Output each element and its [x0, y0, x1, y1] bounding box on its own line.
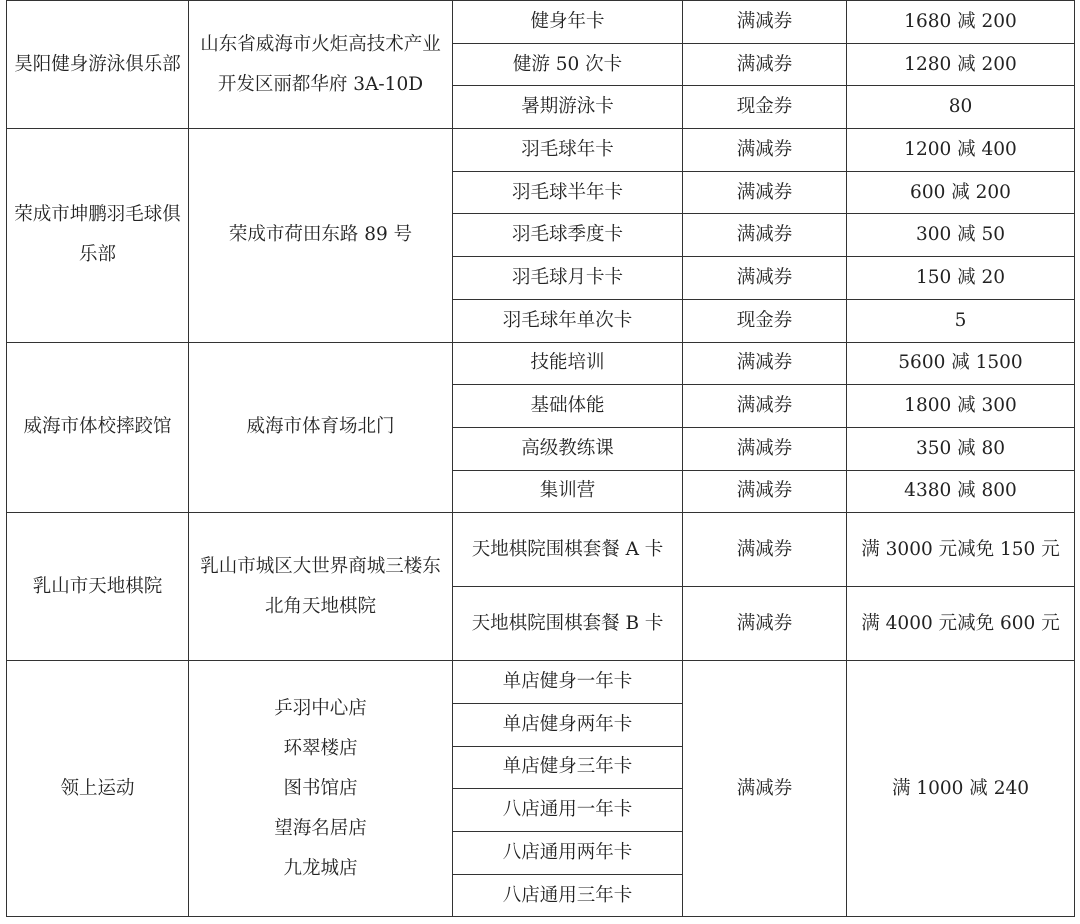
coupon-table: [6, 0, 1075, 917]
product-cell: 天地棋院围棋套餐 B 卡: [453, 587, 683, 661]
club-address-cell: [189, 342, 453, 513]
coupon-amount-cell: 5: [847, 299, 1075, 342]
coupon-type-cell: 满减券: [683, 43, 847, 86]
coupon-amount-cell: 600 减 200: [847, 171, 1075, 214]
coupon-type-cell: 满减券: [683, 171, 847, 214]
product-cell: 单店健身三年卡: [453, 746, 683, 789]
store-name: 九龙城店: [283, 857, 358, 879]
product-cell: 羽毛球月卡卡: [453, 257, 683, 300]
club-address: 荣成市荷田东路 89 号: [228, 224, 413, 246]
coupon-type-cell: 满减券: [683, 129, 847, 172]
coupon-type-cell: 满减券: [683, 661, 847, 917]
table-row: [7, 342, 1075, 385]
product-cell: 暑期游泳卡: [453, 86, 683, 129]
coupon-type-cell: 满减券: [683, 257, 847, 300]
club-name: 威海市体校摔跤馆: [23, 416, 172, 438]
coupon-amount-cell: 80: [847, 86, 1075, 129]
club-address: 山东省威海市火炬高技术产业开发区丽都华府 3A-10D: [200, 33, 441, 95]
club-address: 威海市体育场北门: [246, 416, 395, 438]
club-address-cell: [189, 513, 453, 661]
coupon-type-cell: 满减券: [683, 385, 847, 428]
coupon-amount-cell: 1200 减 400: [847, 129, 1075, 172]
coupon-type-cell: 现金券: [683, 86, 847, 129]
store-name: 图书馆店: [283, 777, 358, 799]
product-cell: 技能培训: [453, 342, 683, 385]
club-stores-cell: [189, 661, 453, 917]
coupon-amount-cell: 1680 减 200: [847, 1, 1075, 44]
product-cell: 羽毛球年单次卡: [453, 299, 683, 342]
coupon-amount-cell: 5600 减 1500: [847, 342, 1075, 385]
club-name-cell: [7, 129, 189, 342]
coupon-amount-cell: 150 减 20: [847, 257, 1075, 300]
coupon-amount-cell: 1800 减 300: [847, 385, 1075, 428]
coupon-table-container: [6, 0, 1074, 917]
coupon-amount-cell: 满 1000 减 240: [847, 661, 1075, 917]
product-cell: 健身年卡: [453, 1, 683, 44]
product-cell: 羽毛球半年卡: [453, 171, 683, 214]
club-address-cell: [189, 129, 453, 342]
store-name: 环翠楼店: [283, 737, 358, 759]
coupon-amount-cell: 满 4000 元减免 600 元: [847, 587, 1075, 661]
club-name-cell: [7, 513, 189, 661]
product-cell: 八店通用一年卡: [453, 789, 683, 832]
product-cell: 八店通用三年卡: [453, 874, 683, 917]
coupon-type-cell: 现金券: [683, 299, 847, 342]
club-name: 昊阳健身游泳俱乐部: [14, 53, 181, 75]
club-name: 荣成市坤鹏羽毛球俱乐部: [14, 204, 181, 266]
product-cell: 羽毛球年卡: [453, 129, 683, 172]
table-row: [7, 1, 1075, 44]
coupon-type-cell: 满减券: [683, 587, 847, 661]
product-cell: 基础体能: [453, 385, 683, 428]
coupon-type-cell: 满减券: [683, 1, 847, 44]
club-name-cell: [7, 661, 189, 917]
coupon-type-cell: 满减券: [683, 214, 847, 257]
club-address: 乳山市城区大世界商城三楼东北角天地棋院: [200, 555, 441, 617]
coupon-amount-cell: 4380 减 800: [847, 470, 1075, 513]
store-name: 望海名居店: [274, 817, 367, 839]
coupon-type-cell: 满减券: [683, 470, 847, 513]
club-address-cell: [189, 1, 453, 129]
table-row: [7, 661, 1075, 704]
coupon-type-cell: 满减券: [683, 427, 847, 470]
club-name: 乳山市天地棋院: [32, 575, 163, 597]
product-cell: 单店健身一年卡: [453, 661, 683, 704]
store-name: 乒羽中心店: [274, 697, 367, 719]
coupon-amount-cell: 350 减 80: [847, 427, 1075, 470]
coupon-amount-cell: 1280 减 200: [847, 43, 1075, 86]
product-cell: 集训营: [453, 470, 683, 513]
product-cell: 八店通用两年卡: [453, 832, 683, 875]
club-name-cell: [7, 1, 189, 129]
coupon-amount-cell: 300 减 50: [847, 214, 1075, 257]
product-cell: 单店健身两年卡: [453, 703, 683, 746]
table-row: [7, 129, 1075, 172]
coupon-type-cell: 满减券: [683, 342, 847, 385]
product-cell: 健游 50 次卡: [453, 43, 683, 86]
coupon-amount-cell: 满 3000 元减免 150 元: [847, 513, 1075, 587]
coupon-type-cell: 满减券: [683, 513, 847, 587]
product-cell: 高级教练课: [453, 427, 683, 470]
product-cell: 羽毛球季度卡: [453, 214, 683, 257]
club-name: 领上运动: [60, 777, 135, 799]
club-name-cell: [7, 342, 189, 513]
table-row: [7, 513, 1075, 587]
product-cell: 天地棋院围棋套餐 A 卡: [453, 513, 683, 587]
